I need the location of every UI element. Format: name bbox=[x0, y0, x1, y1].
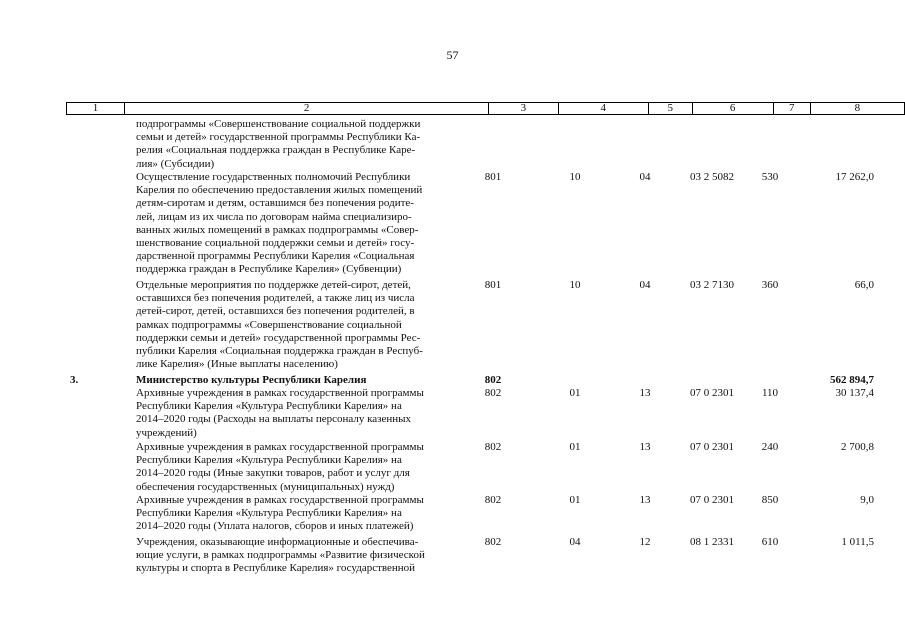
header-col-3: 3 bbox=[489, 103, 558, 115]
row-section: 01 bbox=[569, 387, 581, 399]
row-description: Архивные учреждения в рамках государственной программы Республики Карелия «Культура Республики Карелия» на 2014–2020 годы (Уплата налогов, сборов и иных платежей) bbox=[136, 494, 424, 533]
row-expense-type: 850 bbox=[761, 494, 779, 506]
header-col-7: 7 bbox=[773, 103, 810, 115]
row-expense-type: 240 bbox=[761, 441, 779, 453]
row-description: Учреждения, оказывающие информационные и обеспечива- ющие услуги, в рамках подпрограммы «Развитие физической культуры и спорта в Республике Карелия» государственной bbox=[136, 536, 425, 575]
row-subsection: 13 bbox=[639, 387, 651, 399]
row-description: Отдельные мероприятия по поддержке детей-сирот, детей, оставшихся без попечения родителей, а также лиц из числа детей-сирот, детей, оставшихся без попечения родителей, в рамках подпрограммы «Совершенствование социальной поддержки семьи и детей» государственной программы Рес- публики Карелия «Социальная поддержка граждан в Респуб- лике Карелия» (Иные выплаты населению) bbox=[136, 279, 423, 371]
row-target-article: 07 0 2301 bbox=[690, 441, 734, 453]
row-subsection: 12 bbox=[639, 536, 651, 548]
row-description: Архивные учреждения в рамках государственной программы Республики Карелия «Культура Республики Карелия» на 2014–2020 годы (Расходы на выплаты персоналу казенных учреждений) bbox=[136, 387, 424, 439]
row-amount: 2 700,8 bbox=[841, 441, 874, 453]
header-col-4: 4 bbox=[558, 103, 648, 115]
row-ministry-code: 801 bbox=[484, 279, 502, 291]
row-ministry-code: 802 bbox=[484, 536, 502, 548]
row-target-article: 03 2 7130 bbox=[690, 279, 734, 291]
header-col-6: 6 bbox=[692, 103, 773, 115]
row-ministry-code: 802 bbox=[484, 494, 502, 506]
row-section: 01 bbox=[569, 494, 581, 506]
row-subsection: 13 bbox=[639, 441, 651, 453]
header-col-1: 1 bbox=[67, 103, 125, 115]
row-ministry-code: 802 bbox=[484, 441, 502, 453]
row-subsection: 04 bbox=[639, 171, 651, 183]
row-target-article: 03 2 5082 bbox=[690, 171, 734, 183]
row-amount: 30 137,4 bbox=[835, 387, 874, 399]
row-amount: 17 262,0 bbox=[835, 171, 874, 183]
page-number: 57 bbox=[446, 48, 459, 62]
row-description: подпрограммы «Совершенствование социальной поддержки семьи и детей» государственной программы Республики Ка- релия «Социальная поддержка граждан в Республике Каре- лия» (Субсидии) bbox=[136, 118, 421, 170]
row-amount: 66,0 bbox=[854, 279, 874, 291]
row-ministry-code: 802 bbox=[484, 387, 502, 399]
row-expense-type: 110 bbox=[761, 387, 779, 399]
row-section: 10 bbox=[569, 171, 581, 183]
header-col-2: 2 bbox=[125, 103, 489, 115]
row-description: Министерство культуры Республики Карелия bbox=[136, 374, 367, 386]
row-expense-type: 610 bbox=[761, 536, 779, 548]
row-target-article: 07 0 2301 bbox=[690, 387, 734, 399]
row-ministry-code: 801 bbox=[484, 171, 502, 183]
row-target-article: 08 1 2331 bbox=[690, 536, 734, 548]
row-section: 10 bbox=[569, 279, 581, 291]
row-number: 3. bbox=[70, 374, 79, 386]
header-col-8: 8 bbox=[810, 103, 904, 115]
row-subsection: 04 bbox=[639, 279, 651, 291]
row-description: Архивные учреждения в рамках государственной программы Республики Карелия «Культура Республики Карелия» на 2014–2020 годы (Иные закупки товаров, работ и услуг для обеспечения государственных (муниципальных) нужд) bbox=[136, 441, 424, 493]
row-description: Осуществление государственных полномочий Республики Карелия по обеспечению предоставления жилых помещений детям-сиротам и детям, оставшимся без попечения родите- лей, лицам из их числа по договорам найма специализиро- ванных жилых помещений в рамках подпрограммы «Совер- шенствование социальной поддержки семьи и детей» госу- дарственной программы Республики Карелия «Социальная поддержка граждан в Республике Карелия» (Субвенции) bbox=[136, 171, 423, 276]
row-section: 01 bbox=[569, 441, 581, 453]
row-amount: 9,0 bbox=[860, 494, 874, 506]
row-subsection: 13 bbox=[639, 494, 651, 506]
row-amount: 562 894,7 bbox=[830, 374, 874, 386]
row-amount: 1 011,5 bbox=[841, 536, 874, 548]
row-section: 04 bbox=[569, 536, 581, 548]
row-ministry-code: 802 bbox=[484, 374, 502, 386]
row-expense-type: 530 bbox=[761, 171, 779, 183]
row-target-article: 07 0 2301 bbox=[690, 494, 734, 506]
header-col-5: 5 bbox=[648, 103, 692, 115]
row-expense-type: 360 bbox=[761, 279, 779, 291]
